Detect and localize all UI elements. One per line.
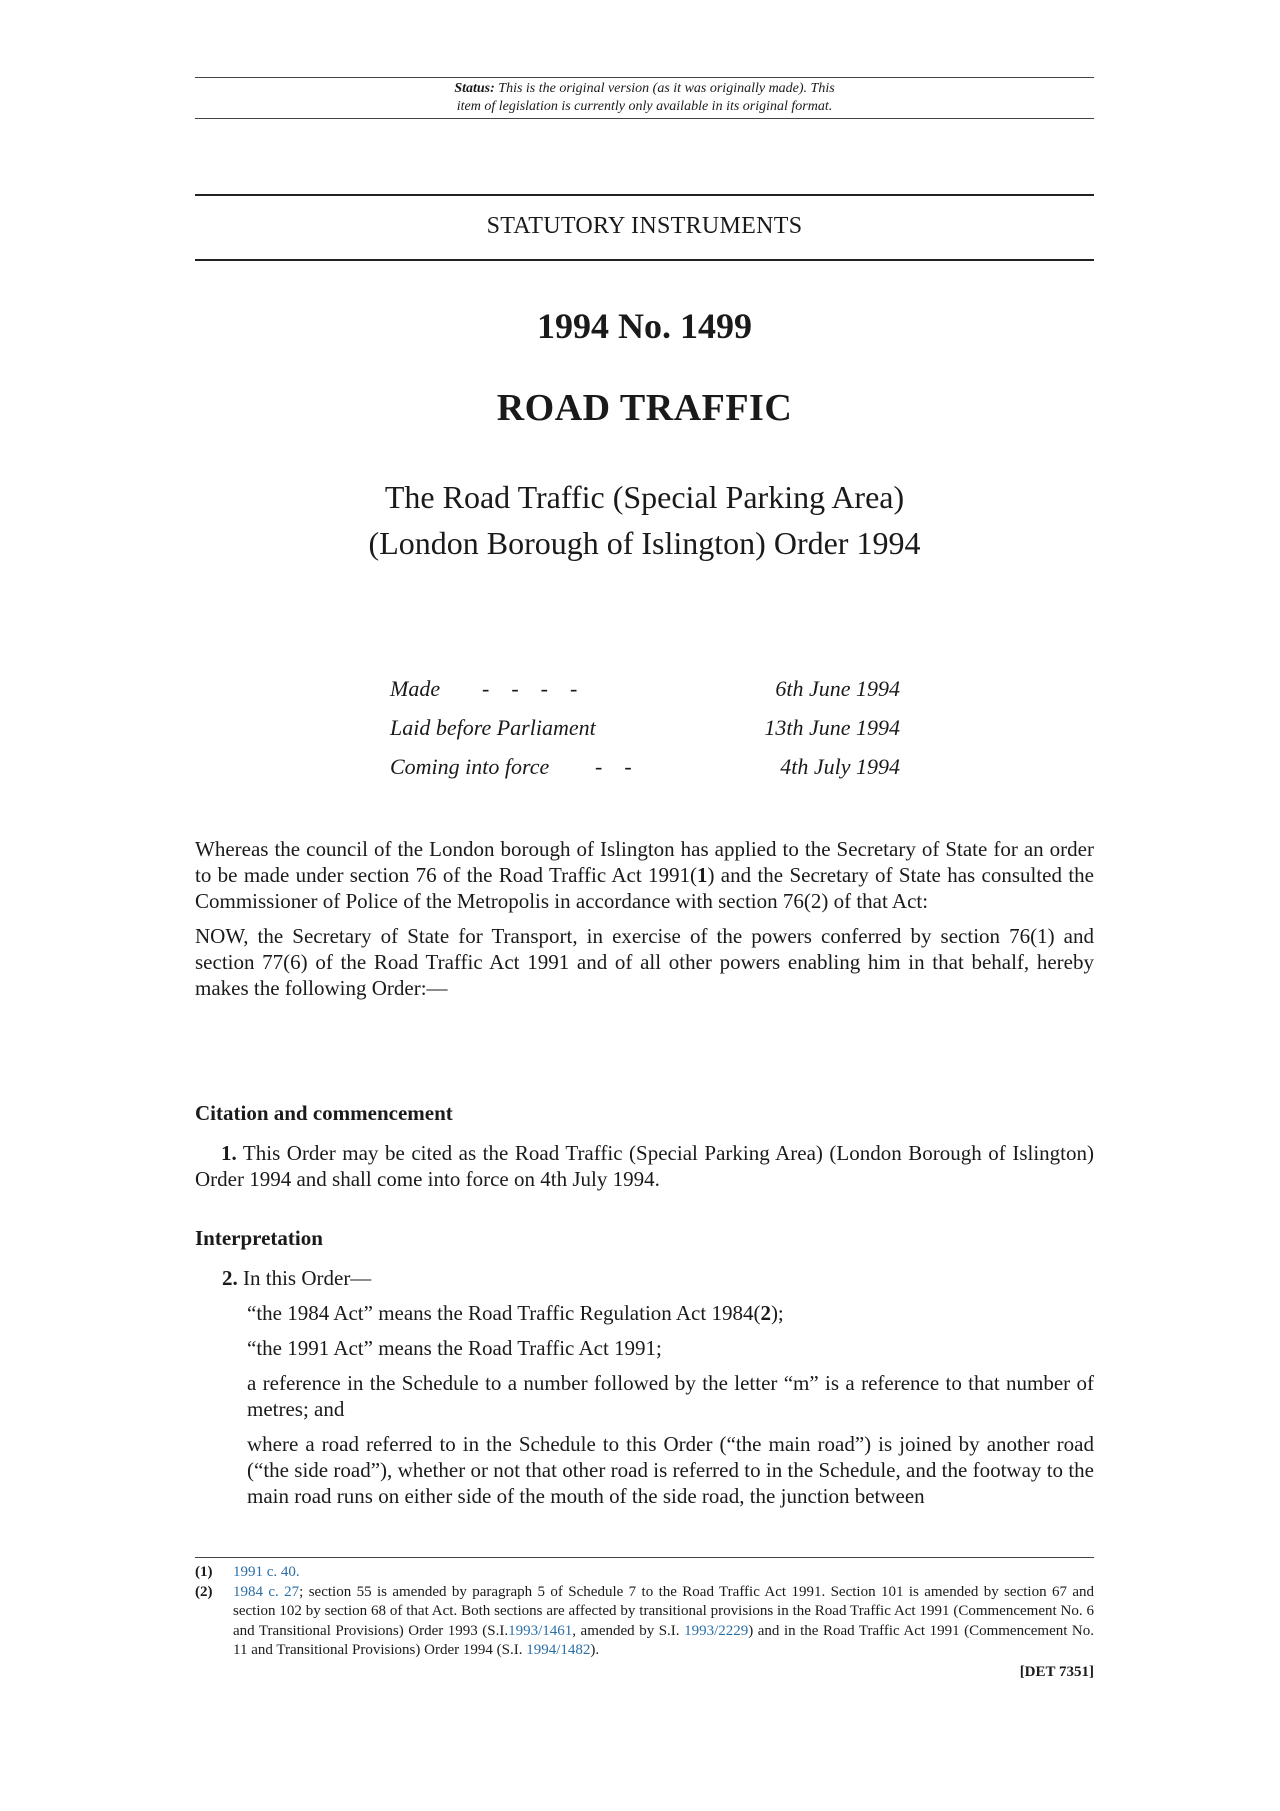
subject-heading: ROAD TRAFFIC [496, 387, 793, 429]
date-value: 13th June 1994 [764, 715, 900, 740]
article-number: 2. [222, 1266, 238, 1290]
interpretation-heading: Interpretation [195, 1226, 323, 1250]
status-banner [195, 77, 1094, 119]
order-title [195, 474, 1094, 566]
footnote-link[interactable]: 1991 c. 40. [233, 1564, 300, 1580]
date-value: 6th June 1994 [775, 676, 900, 701]
footnote-text: ). [590, 1642, 600, 1658]
definition-1984-act [247, 1300, 1094, 1326]
statutory-instruments-heading: STATUTORY INSTRUMENTS [195, 194, 1094, 261]
footnote-ref-1[interactable]: 1 [696, 863, 708, 887]
date-label: Coming into force [390, 754, 550, 779]
footnote-text: ) and in the Road Traffic Act 1991 (Commencement No. 11 and Transitional Provisions) Order 1994 (S.I. [233, 1622, 1094, 1658]
order-title-line-1: The Road Traffic (Special Parking Area) [384, 479, 905, 515]
order-title-line-2: (London Borough of Islington) Order 1994 [368, 525, 921, 561]
dates-table [390, 676, 900, 793]
footnote-number: (1) [195, 1564, 213, 1580]
definition-metres: a reference in the Schedule to a number followed by the letter “m” is a reference to that number of metres; and [247, 1371, 1094, 1421]
footnote-link[interactable]: 1993/2229 [684, 1622, 749, 1639]
date-row-made [390, 676, 900, 715]
footnote-link[interactable]: 1984 c. 27 [233, 1583, 300, 1600]
status-label: Status: [454, 81, 495, 96]
preamble-text: Whereas the council of the London borough of Islington has applied to the Secretary of State for an order to be made under section 76 of the Road Traffic Act 1991( [195, 837, 1094, 887]
article-text: In this Order— [243, 1266, 372, 1290]
article-1 [195, 1140, 1094, 1192]
date-row-laid [390, 715, 900, 754]
preamble-paragraph-2: NOW, the Secretary of State for Transport, in exercise of the powers conferred by section 76(1) and section 77(6) of the Road Traffic Act 1991 and of all other powers enabling him in that behalf, hereby makes the following Order:— [195, 924, 1094, 1000]
status-line-1 [195, 80, 1094, 98]
document-reference: [DET 7351] [1019, 1664, 1094, 1680]
preamble-text: ) and the Secretary of State has consulted the Commissioner of Police of the Metropolis in accordance with section 76(2) of that Act: [195, 863, 1094, 913]
footnote-ref-2[interactable]: 2 [760, 1301, 771, 1325]
date-label: Laid before Parliament [390, 715, 596, 740]
definition-1991-act: “the 1991 Act” means the Road Traffic Act 1991; [247, 1336, 662, 1360]
date-label: Made [390, 676, 441, 701]
definition-text: ); [770, 1301, 784, 1325]
instrument-number: 1994 No. 1499 [537, 306, 752, 346]
status-text-1: This is the original version (as it was originally made). This [498, 81, 835, 96]
date-value: 4th July 1994 [780, 754, 900, 779]
citation-heading: Citation and commencement [195, 1101, 453, 1125]
status-text-2: item of legislation is currently only available in its original format. [456, 99, 833, 114]
article-number: 1. [221, 1141, 237, 1165]
footnotes [195, 1563, 1094, 1661]
footnote-divider [195, 1557, 1094, 1558]
date-dashes: - - [595, 754, 632, 779]
footnote-text: ; section 55 is amended by paragraph 5 of Schedule 7 to the Road Traffic Act 1991. Section 101 is amended by section 67 and section 102 by section 68 of that Act. Both sections are affected by transitional provisions in the Road Traffic Act 1991 (Commencement No. 6 and Transitional Provisions) Order 1993 (S.I. [233, 1583, 1094, 1639]
article-text: This Order may be cited as the Road Traffic (Special Parking Area) (London Borough of Islington) Order 1994 and shall come into force on 4th July 1994. [195, 1141, 1094, 1191]
date-row-coming-into-force [390, 754, 900, 793]
footnote-link[interactable]: 1993/1461 [508, 1622, 573, 1639]
definition-junction: where a road referred to in the Schedule to this Order (“the main road”) is joined by another road (“the side road”), whether or not that other road is referred to in the Schedule, and the footway to the main road runs on either side of the mouth of the side road, the junction between [247, 1432, 1094, 1508]
definition-text: “the 1984 Act” means the Road Traffic Regulation Act 1984( [247, 1301, 761, 1325]
article-2 [222, 1266, 371, 1291]
footnote-text: , amended by S.I. [572, 1622, 685, 1639]
footnote-1 [195, 1563, 1094, 1583]
date-dashes: - - - - [482, 676, 578, 701]
footnote-link[interactable]: 1994/1482 [526, 1642, 591, 1658]
footnote-2 [195, 1583, 1094, 1661]
footnote-number: (2) [195, 1583, 213, 1600]
preamble-paragraph-1 [195, 836, 1094, 914]
